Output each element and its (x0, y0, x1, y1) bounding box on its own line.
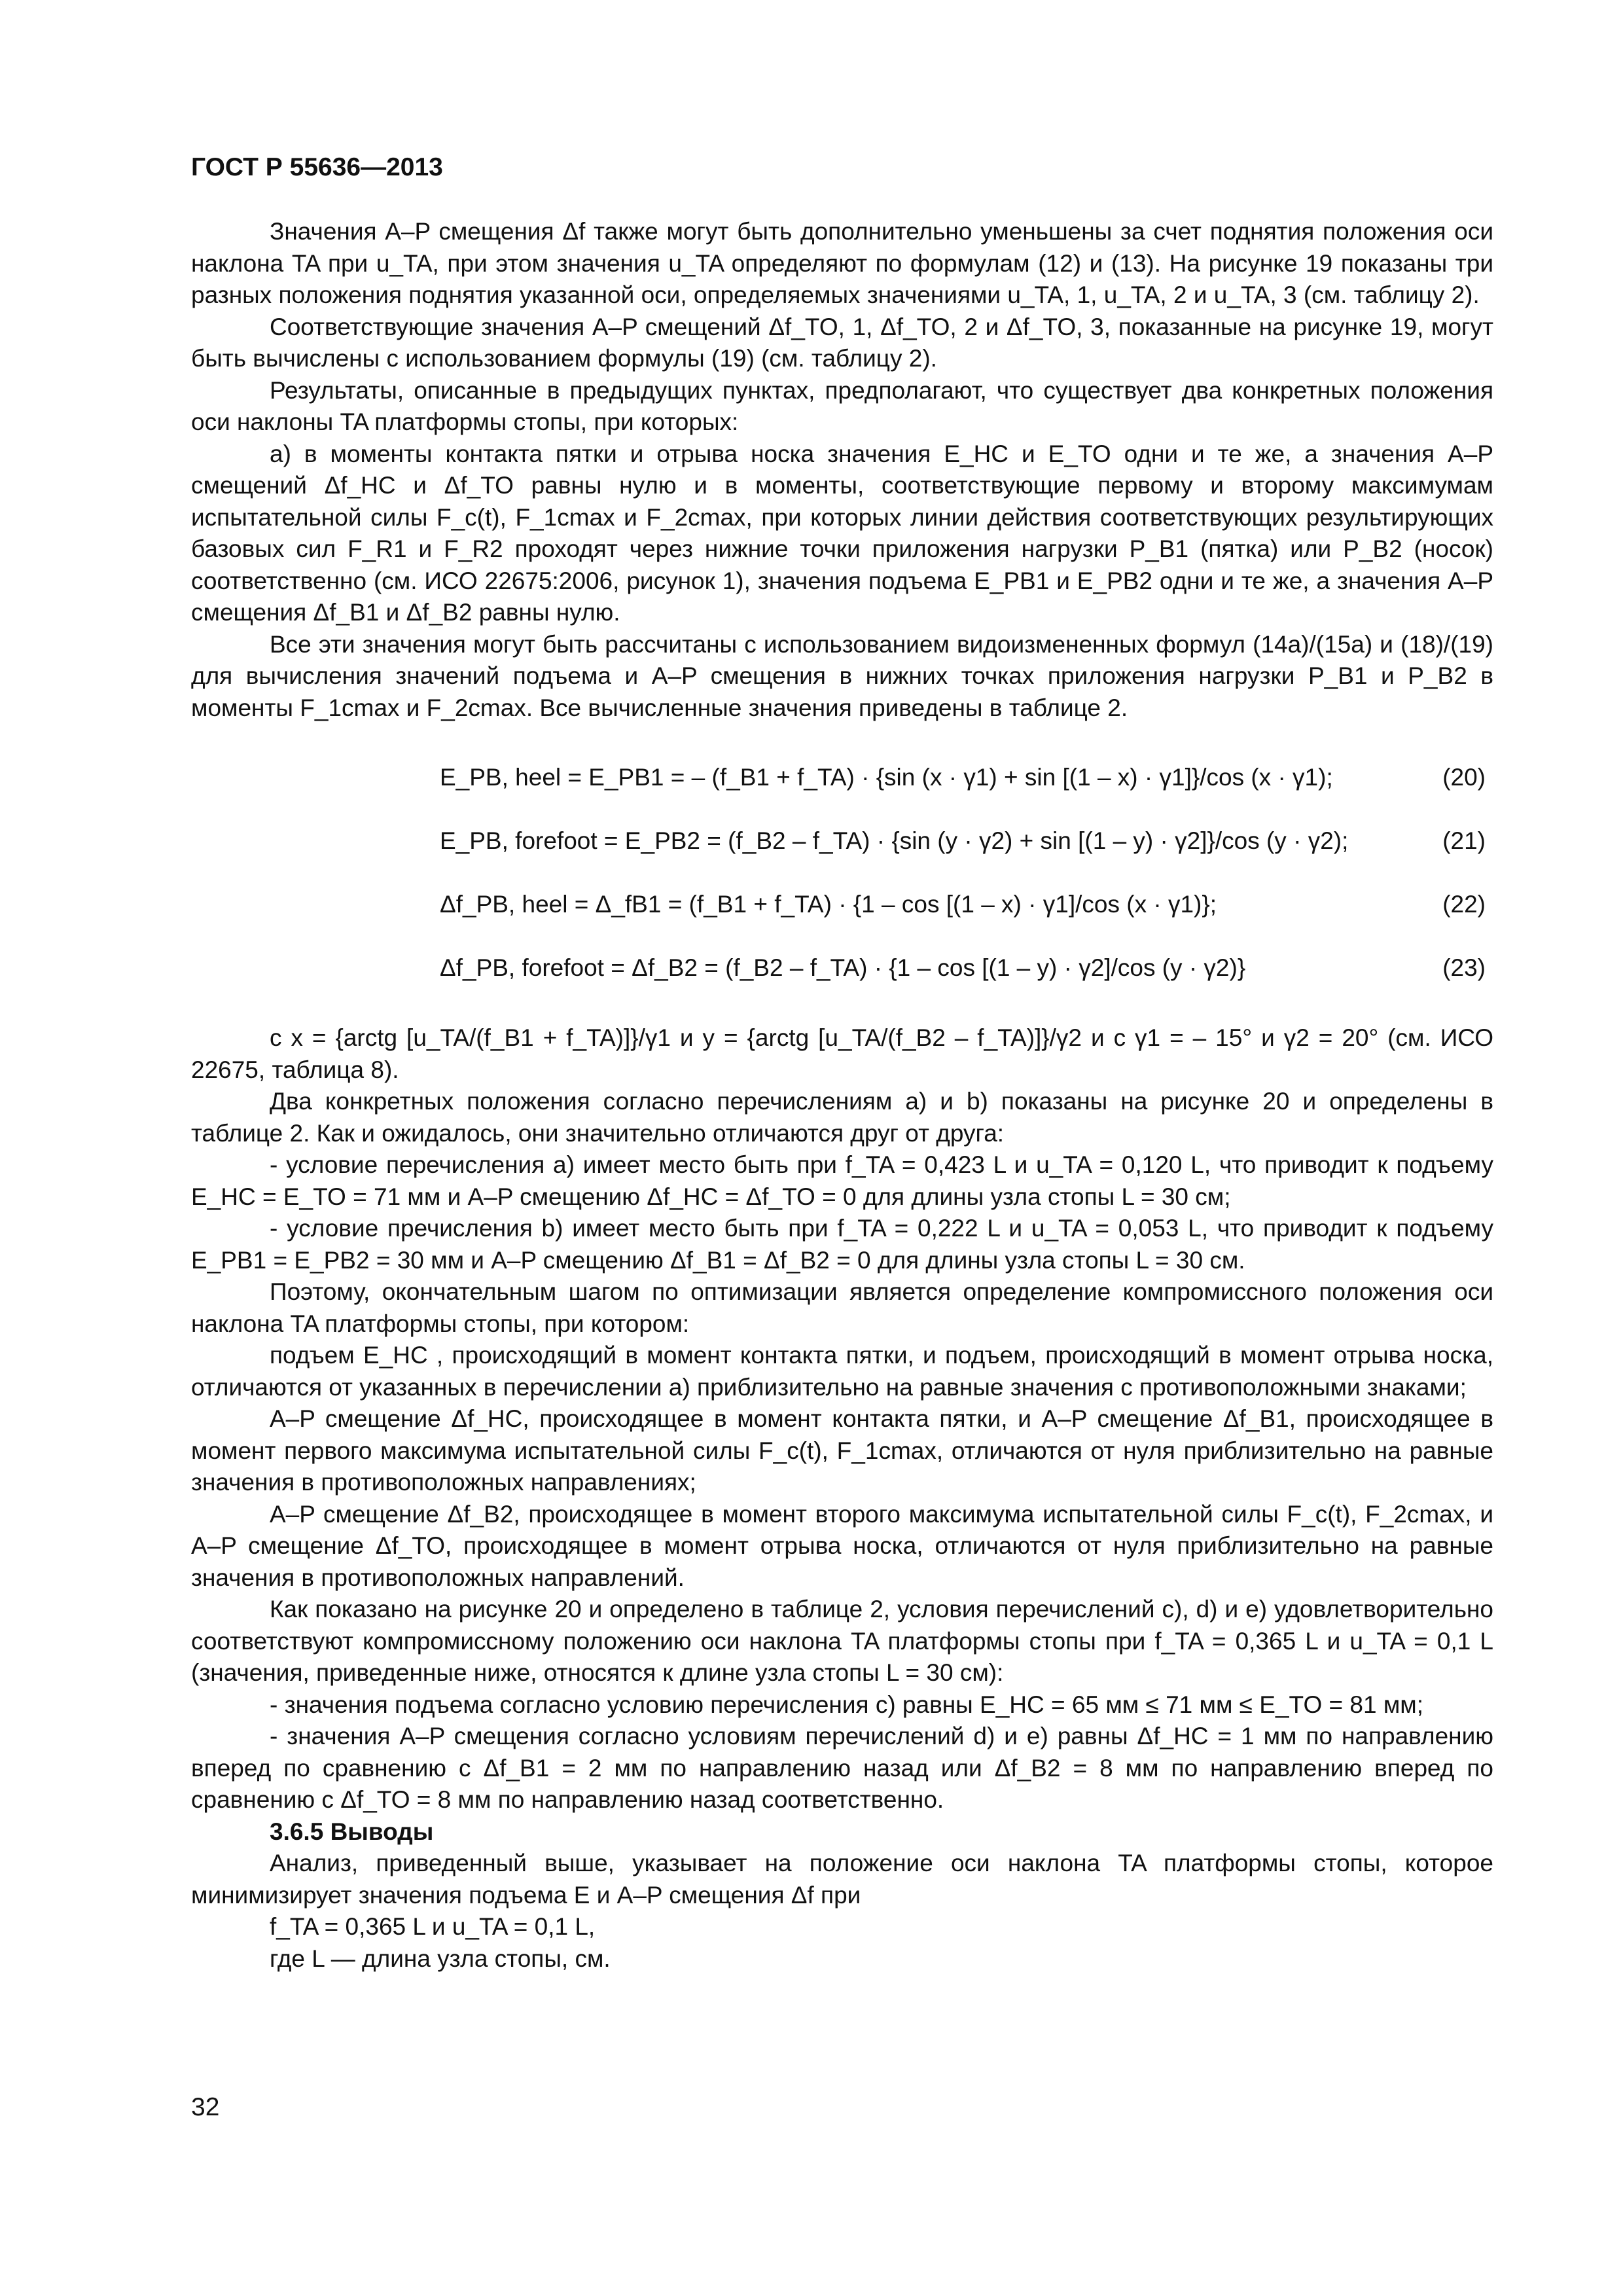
paragraph: Значения A–P смещения Δf также могут быть дополнительно уменьшены за счет поднятия положения оси наклона TA при u_TA, при этом значения u_TA определяют по формулам (12) и (13). На рисунке 19 показаны три разных положения поднятия указанной оси, определяемых значениями u_TA, 1, u_TA, 2 и u_TA, 3 (см. таблицу 2). (191, 218, 1493, 308)
page-number: 32 (191, 2093, 220, 2121)
document-header: ГОСТ Р 55636—2013 (191, 153, 443, 181)
list-item: - условие пречисления b) имеет место быть при f_TA = 0,222 L и u_TA = 0,053 L, что приводит к подъему E_PB1 = E_PB2 = 30 мм и A–P смещению Δf_B1 = Δf_B2 = 0 для длины узла стопы L = 30 см. (191, 1215, 1493, 1274)
paragraph: с x = {arctg [u_TA/(f_B1 + f_TA)]}/γ1 и y = {arctg [u_TA/(f_B2 – f_TA)]}/γ2 и с γ1 = – 15° и γ2 = 20° (см. ИСО 22675, таблица 8). (191, 1024, 1493, 1083)
paragraph: Два конкретных положения согласно перечислениям а) и b) показаны на рисунке 20 и определены в таблице 2. Как и ожидалось, они значительно отличаются друг от друга: (191, 1088, 1493, 1147)
list-item: A–P смещение Δf_HC, происходящее в момент контакта пятки, и A–P смещение Δf_B1, происходящее в момент первого максимума испытательной силы F_c(t), F_1cmax, отличаются от нуля приблизительно на равные значения в противоположных направлениях; (191, 1405, 1493, 1496)
formula-23 (191, 937, 1493, 1000)
paragraph: где L — длина узла стопы, см. (270, 1945, 611, 1972)
paragraph: f_TA = 0,365 L и u_TA = 0,1 L, (270, 1913, 596, 1940)
formula-text: Δf_PB, heel = Δ_fB1 = (f_B1 + f_TA) · {1 – cos [(1 – x) · γ1]/cos (x · γ1)}; (440, 891, 1217, 918)
formula-text: E_PB, forefoot = E_PB2 = (f_B2 – f_TA) · {sin (y · γ2) + sin [(1 – y) · γ2]}/cos (y · γ2); (440, 827, 1349, 854)
list-item: подъем E_HC , происходящий в момент контакта пятки, и подъем, происходящий в момент отрыва носка, отличаются от указанных в перечислении а) приблизительно на равные значения с противоположными знаками; (191, 1342, 1493, 1401)
formula-number: (20) (1442, 764, 1486, 791)
list-item: - условие перечисления а) имеет место быть при f_TA = 0,423 L и u_TA = 0,120 L, что приводит к подъему E_HC = E_TO = 71 мм и A–P смещению Δf_HC = Δf_TO = 0 для длины узла стопы L = 30 см; (191, 1151, 1493, 1210)
formula-text: E_PB, heel = E_PB1 = – (f_B1 + f_TA) · {sin (x · γ1) + sin [(1 – x) · γ1]}/cos (x · γ1); (440, 764, 1333, 791)
formula-text: Δf_PB, forefoot = Δf_B2 = (f_B2 – f_TA) · {1 – cos [(1 – y) · γ2]/cos (y · γ2)} (440, 954, 1246, 981)
paragraph: Соответствующие значения A–P смещений Δf_TO, 1, Δf_TO, 2 и Δf_TO, 3, показанные на рисунке 19, могут быть вычислены с использованием формулы (19) (см. таблицу 2). (191, 313, 1493, 372)
paragraph: Результаты, описанные в предыдущих пунктах, предполагают, что существует два конкретных положения оси наклоны TA платформы стопы, при которых: (191, 376, 1493, 435)
list-item: A–P смещение Δf_B2, происходящее в момент второго максимума испытательной силы F_c(t), F_2cmax, и A–P смещение Δf_TO, происходящее в момент отрыва носка, отличаются от нуля приблизительно на равные значения в противоположных направлений. (191, 1500, 1493, 1591)
formula-number: (22) (1442, 891, 1486, 918)
formula-20 (191, 746, 1493, 810)
list-item: - значения A–P смещения согласно условиям перечислений d) и е) равны Δf_HC = 1 мм по направлению вперед по сравнению с Δf_B1 = 2 мм по направлению назад или Δf_B2 = 8 мм по направлению вперед по сравнению с Δf_TO = 8 мм по направлению назад соответственно. (191, 1723, 1493, 1813)
list-item: - значения подъема согласно условию перечисления с) равны E_HC = 65 мм ≤ 71 мм ≤ E_TO = 81 мм; (270, 1691, 1423, 1718)
formula-number: (23) (1442, 954, 1486, 981)
body-text (191, 216, 1493, 1975)
paragraph: Как показано на рисунке 20 и определено в таблице 2, условия перечислений с), d) и е) удовлетворительно соответствуют компромиссному положению оси наклона TA платформы стопы при f_TA = 0,365 L и u_TA = 0,1 L (значения, приведенные ниже, относятся к длине узла стопы L = 30 см): (191, 1596, 1493, 1686)
formula-21 (191, 810, 1493, 873)
section-title: 3.6.5 Выводы (270, 1818, 434, 1845)
paragraph: Поэтому, окончательным шагом по оптимизации является определение компромиссного положения оси наклона TA платформы стопы, при котором: (191, 1278, 1493, 1337)
paragraph: Анализ, приведенный выше, указывает на положение оси наклона TA платформы стопы, которое минимизирует значения подъема E и A–P смещения Δf при (191, 1850, 1493, 1909)
formula-22 (191, 873, 1493, 937)
formula-block (191, 746, 1493, 1000)
list-item: а) в моменты контакта пятки и отрыва носка значения E_HC и E_TO одни и те же, а значения A–P смещений Δf_HC и Δf_TO равны нулю и в моменты, соответствующие первому и второму максимумам испытательной силы F_c(t), F_1cmax и F_2cmax, при которых линии действия соответствующих результирующих базовых сил F_R1 и F_R2 проходят через нижние точки приложения нагрузки P_B1 (пятка) или P_B2 (носок) соответственно (см. ИСО 22675:2006, рисунок 1), значения подъема E_PB1 и E_PB2 одни и те же, а значения A–P смещения Δf_B1 и Δf_B2 равны нулю. (191, 440, 1493, 626)
formula-number: (21) (1442, 827, 1486, 854)
paragraph: Все эти значения могут быть рассчитаны с использованием видоизмененных формул (14а)/(15а) и (18)/(19) для вычисления значений подъема и A–P смещения в нижних точках приложения нагрузки P_B1 и P_B2 в моменты F_1cmax и F_2cmax. Все вычисленные значения приведены в таблице 2. (191, 630, 1493, 721)
